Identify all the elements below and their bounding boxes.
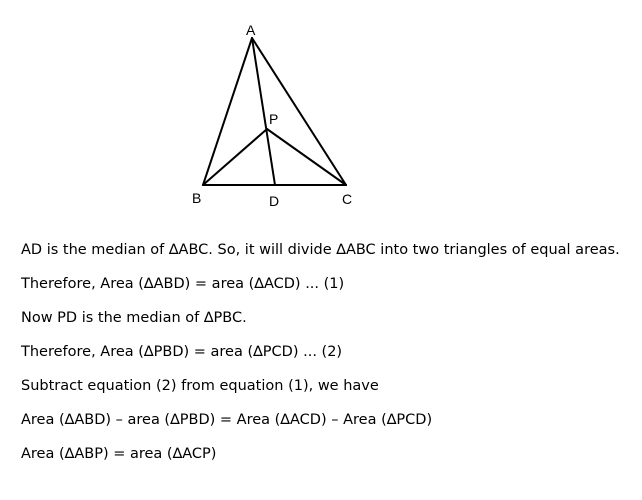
solution-line-3: Now PD is the median of ∆PBC. xyxy=(21,310,247,326)
solution-line-2: Therefore, Area (∆ABD) = area (∆ACD) ... (1) xyxy=(21,276,345,292)
segment-pc xyxy=(267,129,346,185)
solution-text xyxy=(21,240,621,478)
triangle-diagram xyxy=(0,0,642,230)
vertex-label-c: C xyxy=(342,191,353,207)
vertex-label-p: P xyxy=(269,111,279,127)
vertex-label-b: B xyxy=(192,190,202,206)
solution-line-1: AD is the median of ∆ABC. So, it will divide ∆ABC into two triangles of equal areas. xyxy=(21,242,620,258)
vertex-label-d: D xyxy=(269,193,280,209)
solution-line-4: Therefore, Area (∆PBD) = area (∆PCD) ... (2) xyxy=(21,344,343,360)
solution-line-5: Subtract equation (2) from equation (1), we have xyxy=(21,378,379,394)
side-ac xyxy=(252,38,346,185)
vertex-label-a: A xyxy=(246,22,256,38)
solution-line-7: Area (∆ABP) = area (∆ACP) xyxy=(21,446,217,462)
solution-line-6: Area (∆ABD) – area (∆PBD) = Area (∆ACD) – Area (∆PCD) xyxy=(21,412,433,428)
